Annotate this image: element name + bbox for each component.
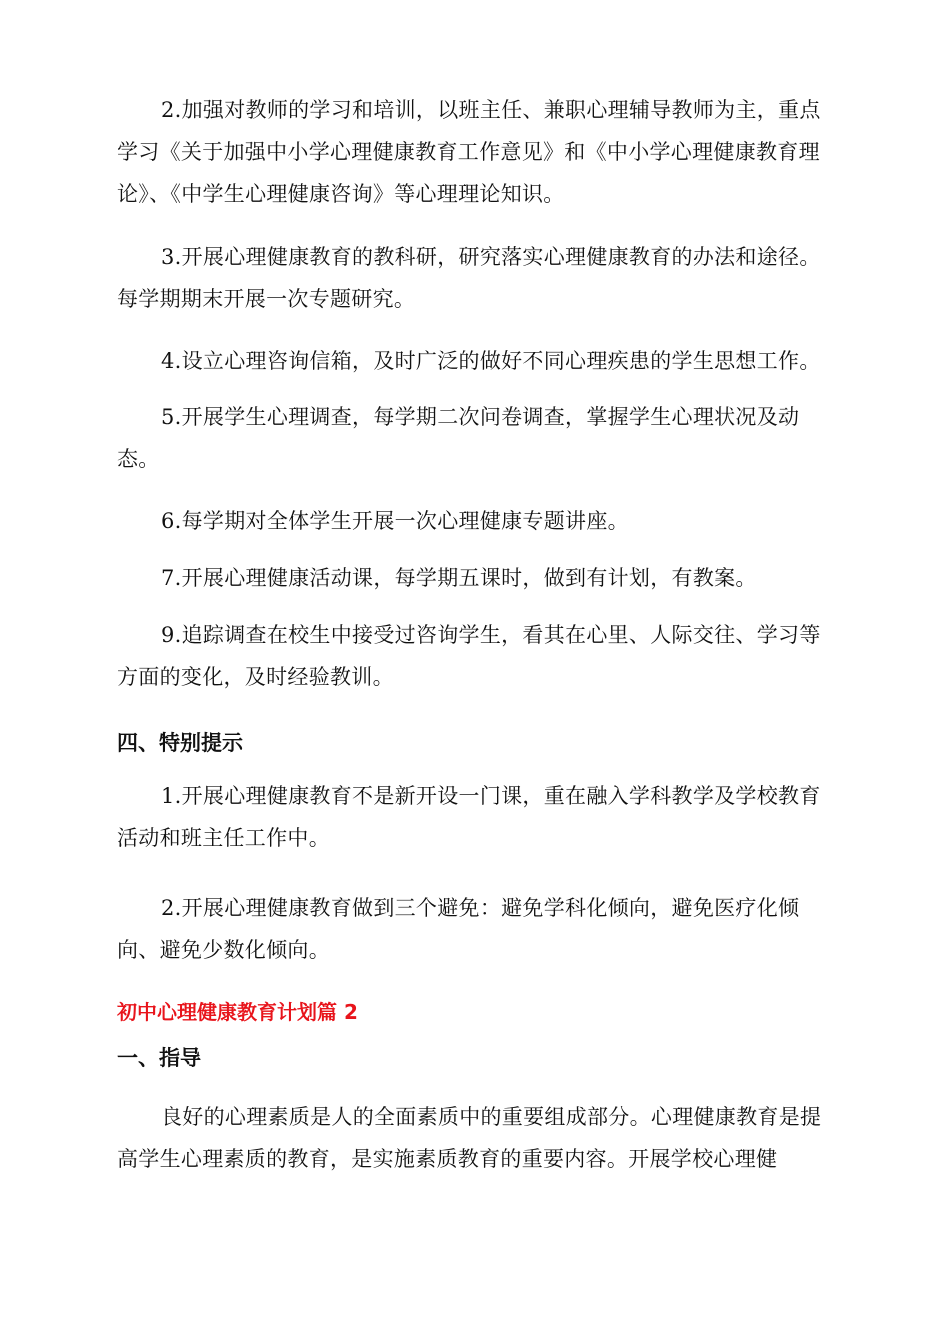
paragraph-item-6: 6.每学期对全体学生开展一次心理健康专题讲座。 [161, 509, 629, 533]
paragraph-item-4: 4.设立心理咨询信箱，及时广泛的做好不同心理疾患的学生思想工作。 [161, 349, 821, 373]
paragraph-item-7: 7.开展心理健康活动课，每学期五课时，做到有计划，有教案。 [161, 566, 757, 590]
paragraph-special-2: 2.开展心理健康教育做到三个避免：避免学科化倾向，避免医疗化倾向、避免少数化倾向。 [117, 896, 800, 962]
paragraph-guidance: 良好的心理素质是人的全面素质中的重要组成部分。心理健康教育是提高学生心理素质的教育，是实施素质教育的重要内容。开展学校心理健 [117, 1105, 822, 1171]
heading-guidance: 一、指导 [117, 1046, 201, 1070]
paragraph-special-1: 1.开展心理健康教育不是新开设一门课，重在融入学科教学及学校教育活动和班主任工作中。 [117, 784, 821, 850]
heading-special-notes: 四、特别提示 [117, 731, 243, 755]
paragraph-item-5: 5.开展学生心理调查，每学期二次问卷调查，掌握学生心理状况及动态。 [117, 405, 800, 471]
paragraph-item-2: 2.加强对教师的学习和培训，以班主任、兼职心理辅导教师为主，重点学习《关于加强中小学心理健康教育工作意见》和《中小学心理健康教育理论》、《中学生心理健康咨询》等心理理论知识。 [117, 98, 821, 206]
paragraph-item-9: 9.追踪调查在校生中接受过咨询学生，看其在心里、人际交往、学习等方面的变化，及时经验教训。 [117, 623, 821, 689]
paragraph-item-3: 3.开展心理健康教育的教科研，研究落实心理健康教育的办法和途径。每学期期末开展一次专题研究。 [117, 245, 821, 311]
section-title: 初中心理健康教育计划篇 2 [117, 1000, 358, 1024]
